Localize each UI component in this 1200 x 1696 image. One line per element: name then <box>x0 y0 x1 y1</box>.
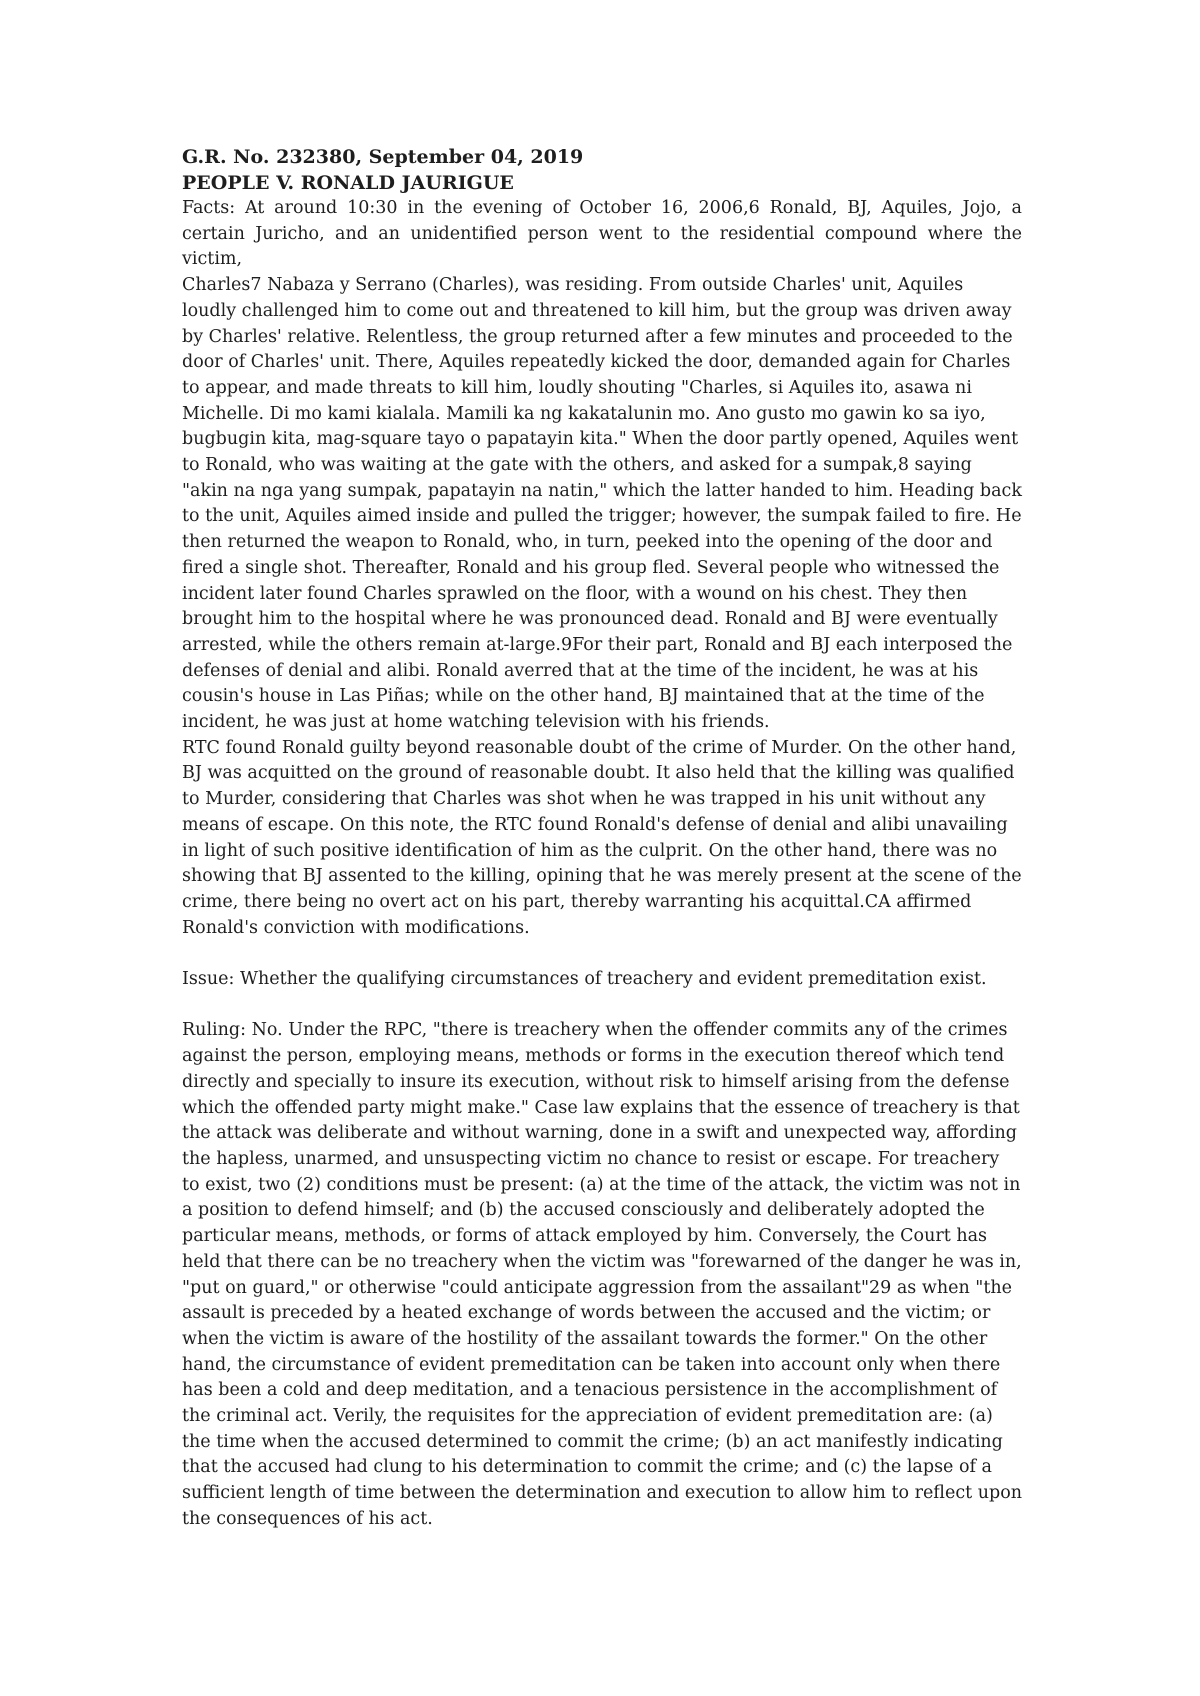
rtc-paragraph-2: BJ was acquitted on the ground of reasonable doubt. It also held that the killing was qualified to Murder, considering that Charles was shot when he was trapped in his unit without any means of escape. On this note, the RTC found Ronald's defense of denial and alibi unavailing in light of such positive identification of him as the culprit. On the other hand, there was no showing that BJ assented to the killing, opining that he was merely present at the scene of the crime, there being no overt act on his part, thereby warranting his acquittal.CA affirmed Ronald's conviction with modifications. <box>182 763 1022 938</box>
facts-paragraph-1: Facts: At around 10:30 in the evening of October 16, 2006,6 Ronald, BJ, Aquiles, Jojo, a certain Juricho, and an unidentified person went to the residential compound where the victim, <box>182 198 1022 270</box>
ruling-paragraph: Ruling: No. Under the RPC, "there is treachery when the offender commits any of the crimes against the person, employing means, methods or forms in the execution thereof which tend directly and specially to insure its execution, without risk to himself arising from the defense which the offended party might make." Case law explains that the essence of treachery is that the attack was deliberate and without warning, done in a swift and unexpected way, affording the hapless, unarmed, and unsuspecting victim no chance to resist or escape. For treachery to exist, two (2) conditions must be present: (a) at the time of the attack, the victim was not in a position to defend himself; and (b) the accused consciously and deliberately adopted the particular means, methods, or forms of attack employed by him. Conversely, the Court has held that there can be no treachery when the victim was "forewarned of the danger he was in, "put on guard," or otherwise "could anticipate aggression from the assailant"29 as when "the assault is preceded by a heated exchange of words between the accused and the victim; or when the victim is aware of the hostility of the assailant towards the former." On the other hand, the circumstance of evident premeditation can be taken into account only when there has been a cold and deep meditation, and a tenacious persistence in the accomplishment of the criminal act. Verily, the requisites for the appreciation of evident premeditation are: (a) the time when the accused determined to commit the crime; (b) an act manifestly indicating that the accused had clung to his determination to commit the crime; and (c) the lapse of a sufficient length of time between the determination and execution to allow him to reflect upon the consequences of his act. <box>182 1020 1022 1529</box>
rtc-paragraph-1: RTC found Ronald guilty beyond reasonable doubt of the crime of Murder. On the other hand, <box>182 737 1017 758</box>
paragraph-gap <box>182 993 1022 1019</box>
case-title: PEOPLE V. RONALD JAURIGUE <box>182 172 514 194</box>
document-page <box>182 144 1022 1533</box>
case-number: G.R. No. 232380, September 04, 2019 <box>182 146 584 168</box>
facts-paragraph-2: Charles7 Nabaza y Serrano (Charles), was residing. From outside Charles' unit, Aquiles loudly challenged him to come out and threatened to kill him, but the group was driven away by Charles' relative. Relentless, the group returned after a few minutes and proceeded to the door of Charles' unit. There, Aquiles repeatedly kicked the door, demanded again for Charles to appear, and made threats to kill him, loudly shouting "Charles, si Aquiles ito, asawa ni Michelle. Di mo kami kialala. Mamili ka ng kakatalunin mo. Ano gusto mo gawin ko sa iyo, bugbugin kita, mag-square tayo o papatayin kita." When the door partly opened, Aquiles went to Ronald, who was waiting at the gate with the others, and asked for a sumpak,8 saying "akin na nga yang sumpak, papatayin na natin," which the latter handed to him. Heading back to the unit, Aquiles aimed inside and pulled the trigger; however, the sumpak failed to fire. He then returned the weapon to Ronald, who, in turn, peeked into the opening of the door and fired a single shot. Thereafter, Ronald and his group fled. Several people who witnessed the incident later found Charles sprawled on the floor, with a wound on his chest. They then brought him to the hospital where he was pronounced dead. Ronald and BJ were eventually arrested, while the others remain at-large.9For their part, Ronald and BJ each interposed the defenses of denial and alibi. Ronald averred that at the time of the incident, he was at his cousin's house in Las Piñas; while on the other hand, BJ maintained that at the time of the incident, he was just at home watching television with his friends. <box>182 275 1022 733</box>
paragraph-gap <box>182 941 1022 967</box>
issue-paragraph: Issue: Whether the qualifying circumstances of treachery and evident premeditation exist. <box>182 969 987 990</box>
